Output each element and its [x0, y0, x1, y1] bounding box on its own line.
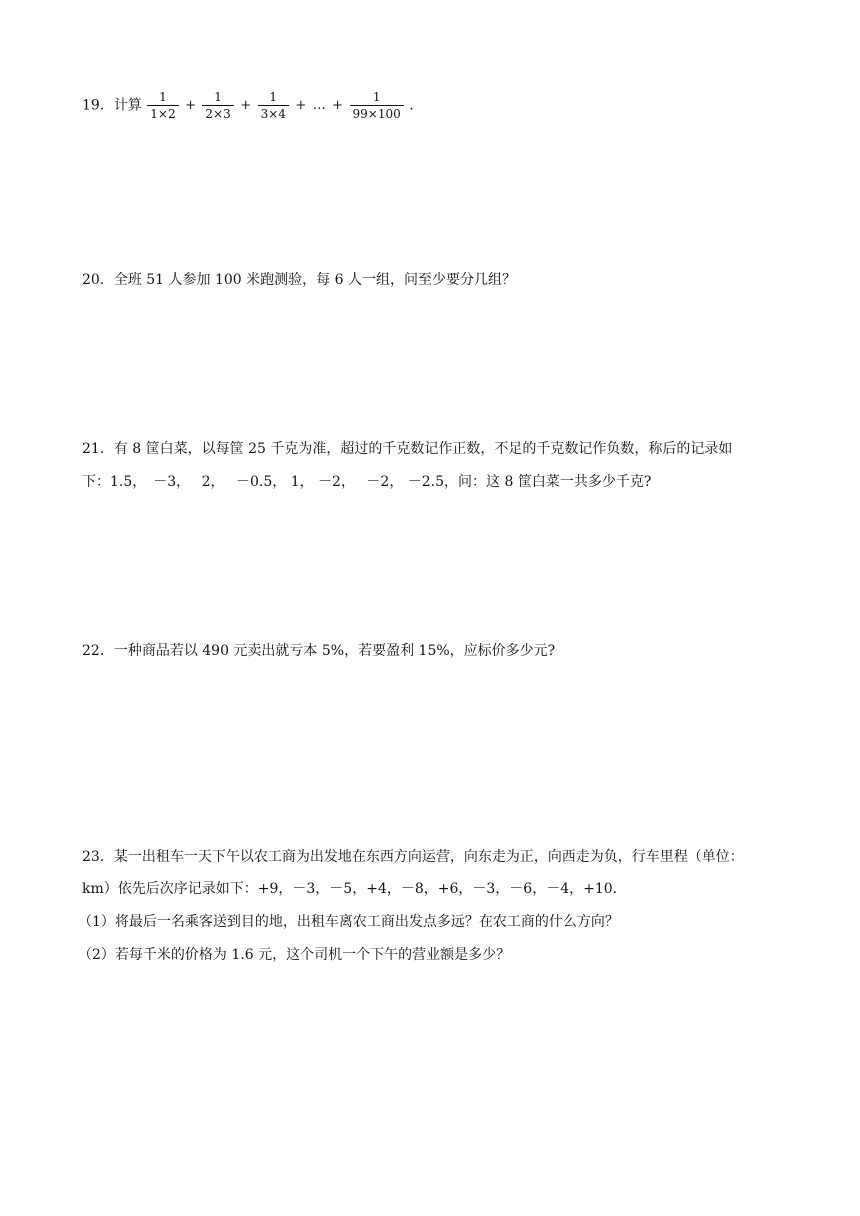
question-23-line-2: km）依先后次序记录如下：+9，－3，－5，+4，－8，+6，－3，－6，－4，+10．: [82, 881, 627, 897]
fraction-2: $\frac{1}{2\times 3}$: [202, 89, 233, 122]
question-23-part-2: （2）若每千米的价格为 1.6 元，这个司机一个下午的营业额是多少？: [78, 947, 511, 963]
fraction-4: $\frac{1}{99\times 100}$: [350, 89, 404, 122]
question-19: [82, 89, 423, 125]
question-21-line-2: 下：1.5， －3， 2， －0.5， 1， －2， －2， －2.5，问：这 8 筐白菜一共多少千克?: [82, 474, 652, 490]
question-23-part-1: （1）将最后一名乘客送到目的地，出租车离农工商出发点多远？在农工商的什么方向？: [78, 914, 619, 930]
question-19-suffix: ．: [409, 97, 424, 114]
question-21-line-1: 21．有 8 筐白菜，以每筐 25 千克为准，超过的千克数记作正数，不足的千克数记作负数，称后的记录如: [82, 441, 733, 457]
fraction-3: $\frac{1}{3\times 4}$: [258, 89, 289, 122]
fraction-1: $\frac{1}{1\times 2}$: [147, 89, 178, 122]
question-22: 22．一种商品若以 490 元卖出就亏本 5%，若要盈利 15%，应标价多少元?: [82, 643, 556, 659]
question-20: 20．全班 51 人参加 100 米跑测验，每 6 人一组，问至少要分几组？: [82, 272, 516, 288]
plus-sign: +: [295, 97, 307, 113]
plus-sign: +: [332, 97, 344, 113]
plus-sign: +: [185, 97, 196, 113]
question-23-line-1: 23．某一出租车一天下午以农工商为出发地在东西方向运营，向东走为正，向西走为负，行车里程（单位：: [82, 849, 744, 865]
question-19-prefix: 19．计算: [82, 97, 142, 114]
ellipsis: …: [312, 97, 326, 113]
plus-sign: +: [240, 97, 252, 113]
